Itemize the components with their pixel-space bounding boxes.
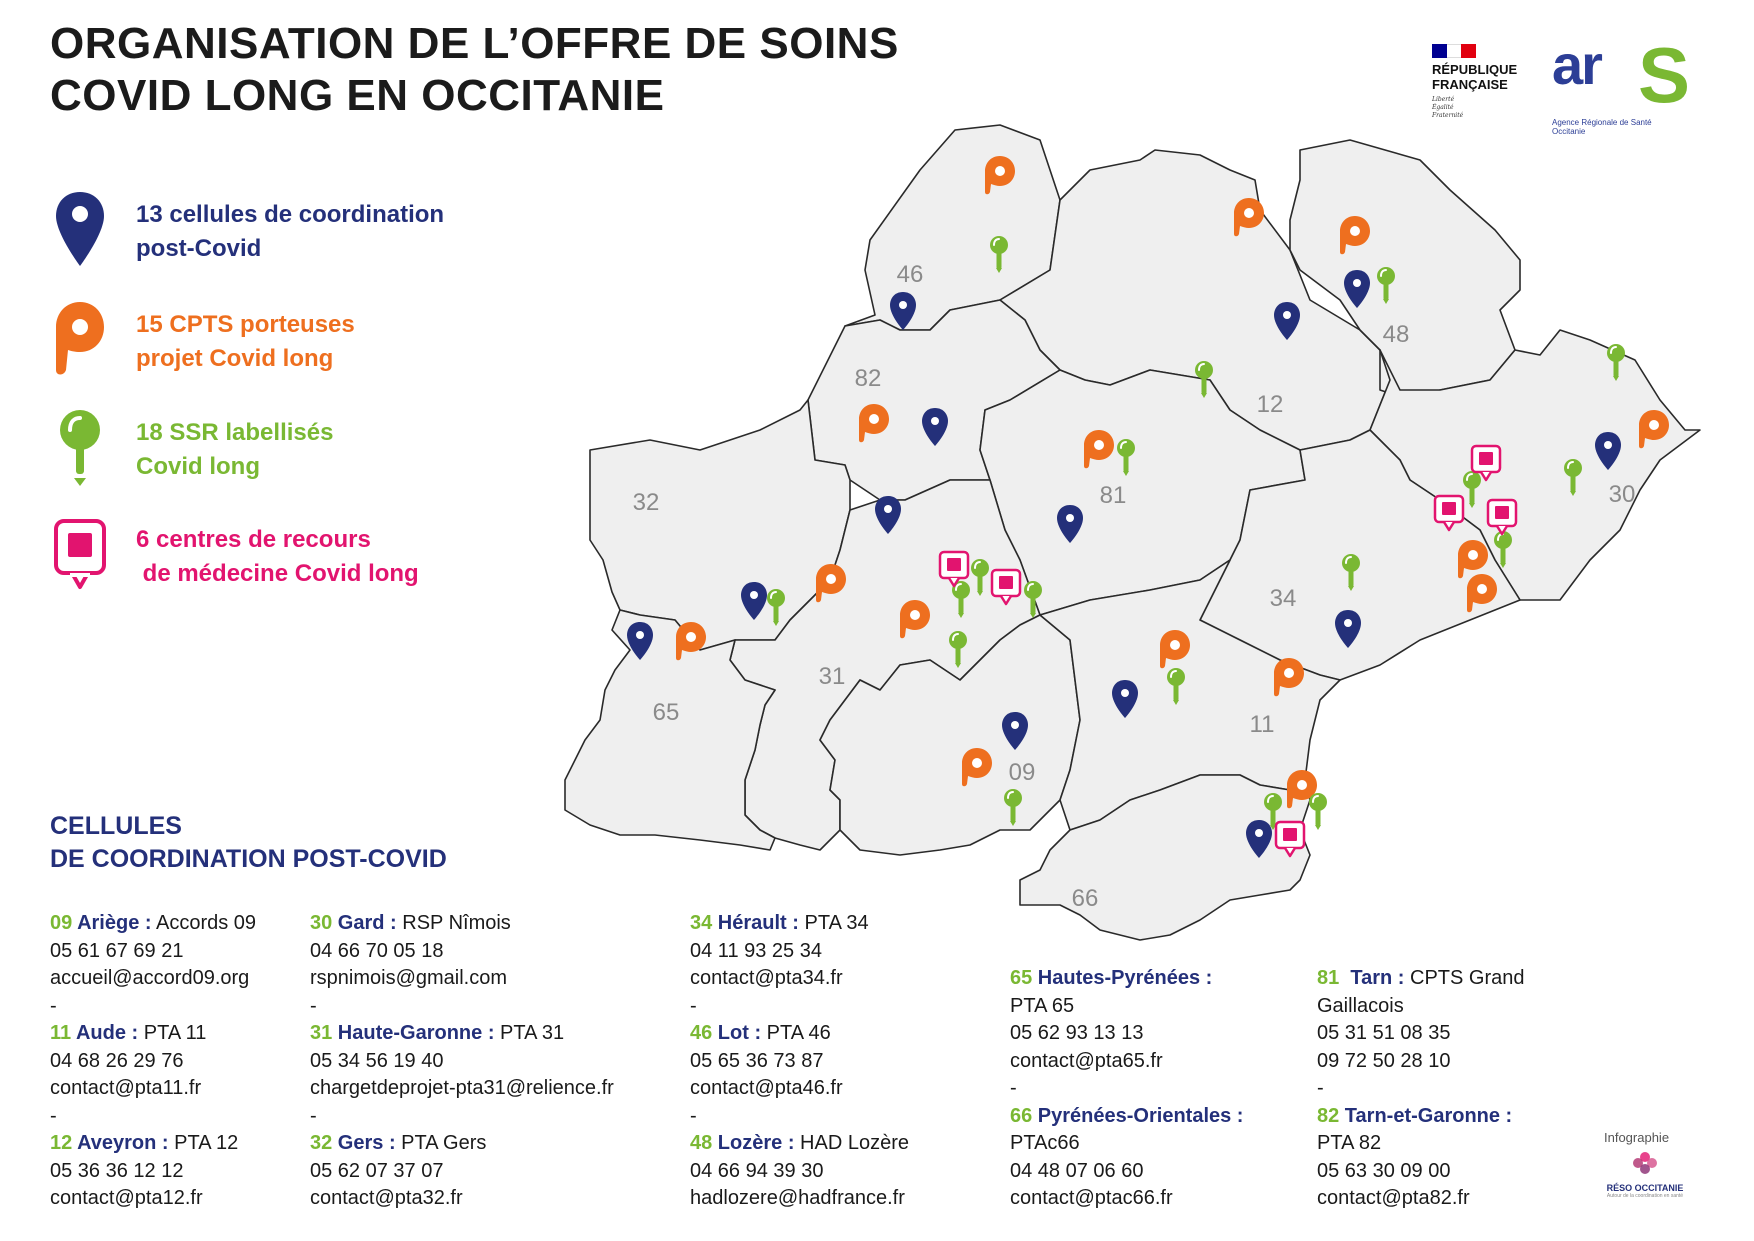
contacts-column-4	[1010, 965, 1243, 1213]
dept-label-32: 32	[632, 489, 660, 516]
contact-email[interactable]: contact@pta11.fr	[50, 1077, 202, 1099]
legend-label: 15 CPTS porteuses projet Covid long	[136, 311, 355, 372]
dept-label-46: 46	[896, 261, 924, 288]
contact-phone: 04 68 26 29 76	[50, 1049, 184, 1072]
contact-65: 65 Hautes-Pyrénées :	[1010, 967, 1213, 989]
separator: -	[690, 1104, 697, 1127]
separator: -	[310, 994, 317, 1017]
contact-org: PTA 82	[1317, 1132, 1382, 1154]
rf-name: RÉPUBLIQUE FRANÇAISE	[1432, 62, 1518, 92]
contact-phone: 05 31 51 08 35	[1317, 1022, 1451, 1044]
separator: -	[1317, 1077, 1324, 1099]
dept-label-65: 65	[652, 699, 680, 726]
contact-phone: 04 48 07 06 60	[1010, 1159, 1144, 1182]
dept-label-12: 12	[1256, 391, 1284, 418]
infographie-credit: Infographie	[1604, 1130, 1670, 1145]
contact-phone: 04 66 70 05 18	[310, 939, 444, 962]
contact-09: 09 Ariège : Accords 09	[50, 912, 257, 934]
contact-phone: 05 63 30 09 00	[1317, 1159, 1451, 1182]
contact-email[interactable]: contact@pta32.fr	[310, 1187, 463, 1209]
dept-label-30: 30	[1608, 481, 1636, 508]
dept-label-34: 34	[1269, 585, 1297, 612]
contact-phone: 05 61 67 69 21	[50, 939, 184, 962]
ars-word: ar	[1552, 33, 1601, 96]
contact-email[interactable]: contact@pta65.fr	[1010, 1049, 1163, 1072]
dept-label-48: 48	[1382, 321, 1410, 348]
contact-phone: 05 62 07 37 07	[310, 1159, 444, 1182]
contact-82: 82 Tarn-et-Garonne :	[1317, 1104, 1513, 1127]
separator: -	[310, 1104, 317, 1127]
contact-48: 48 Lozère : HAD Lozère	[690, 1132, 909, 1154]
separator: -	[690, 994, 697, 1017]
ars-subtitle: Agence Régionale de Santé Occitanie	[1552, 118, 1652, 136]
legend-label: 6 centres de recours de médecine Covid long	[136, 526, 419, 587]
contact-phone: 04 11 93 25 34	[690, 939, 822, 962]
contact-email[interactable]: contact@pta82.fr	[1317, 1187, 1470, 1209]
contact-66: 66 Pyrénées-Orientales :	[1010, 1104, 1244, 1127]
cellules-section-title: CELLULES DE COORDINATION POST-COVID	[50, 812, 447, 873]
contact-phone: 05 62 93 13 13	[1010, 1022, 1144, 1044]
contact-email[interactable]: hadlozere@hadfrance.fr	[690, 1187, 905, 1209]
dept-label-09: 09	[1008, 759, 1036, 786]
contact-email[interactable]: accueil@accord09.org	[50, 967, 250, 989]
contact-81: 81 Tarn : CPTS Grand	[1317, 967, 1525, 989]
dept-label-81: 81	[1099, 482, 1127, 509]
ars-s: S	[1638, 31, 1691, 119]
dept-label-11: 11	[1249, 711, 1275, 738]
contact-email[interactable]: contact@pta46.fr	[690, 1077, 843, 1099]
contact-30: 30 Gard : RSP Nîmois	[310, 912, 511, 934]
contact-email[interactable]: contact@pta12.fr	[50, 1187, 203, 1209]
separator: -	[50, 1104, 57, 1127]
contact-32: 32 Gers : PTA Gers	[310, 1132, 487, 1154]
contact-12: 12 Aveyron : PTA 12	[50, 1132, 239, 1154]
contact-phone: 04 66 94 39 30	[690, 1159, 824, 1182]
dept-label-82: 82	[854, 365, 882, 392]
reso-flower-icon	[1630, 1150, 1660, 1176]
contacts-column-3	[690, 910, 909, 1213]
title-line-2: COVID LONG EN OCCITANIE	[50, 71, 665, 120]
contact-11: 11 Aude : PTA 11	[50, 1022, 207, 1044]
contact-email[interactable]: contact@ptac66.fr	[1010, 1187, 1173, 1209]
contact-phone: 09 72 50 28 10	[1317, 1049, 1451, 1072]
contact-phone: 05 36 36 12 12	[50, 1159, 184, 1182]
contact-phone: 05 34 56 19 40	[310, 1049, 444, 1072]
contact-email[interactable]: contact@pta34.fr	[690, 967, 843, 989]
dept-label-66: 66	[1071, 885, 1099, 912]
legend-label: 18 SSR labellisés Covid long	[136, 419, 334, 480]
contact-email[interactable]: chargetdeprojet-pta31@relience.fr	[310, 1077, 614, 1099]
dept-label-31: 31	[818, 663, 846, 690]
separator: -	[50, 994, 57, 1017]
contact-phone: 05 65 36 73 87	[690, 1049, 824, 1072]
rf-motto: Liberté Égalité Fraternité	[1432, 96, 1464, 119]
legend-label: 13 cellules de coordination post-Covid	[136, 201, 445, 262]
separator: -	[1010, 1077, 1017, 1099]
reso-occitanie-logo: RÉSO OCCITANIE Autour de la coordination en santé	[1590, 1150, 1700, 1210]
green-ssr-pin-icon	[1309, 793, 1327, 830]
title-line-1: ORGANISATION DE L’OFFRE DE SOINS	[50, 19, 899, 68]
contact-46: 46 Lot : PTA 46	[690, 1022, 831, 1044]
contact-org: PTAc66	[1010, 1132, 1080, 1154]
contacts-column-1	[50, 910, 256, 1213]
contact-org: Gaillacois	[1317, 994, 1404, 1017]
contact-31: 31 Haute-Garonne : PTA 31	[310, 1022, 565, 1044]
contacts-column-2	[310, 910, 614, 1213]
contacts-column-5	[1317, 965, 1524, 1213]
contact-34: 34 Hérault : PTA 34	[690, 912, 869, 934]
contact-email[interactable]: rspnimois@gmail.com	[310, 967, 508, 989]
contact-org: PTA 65	[1010, 994, 1075, 1017]
